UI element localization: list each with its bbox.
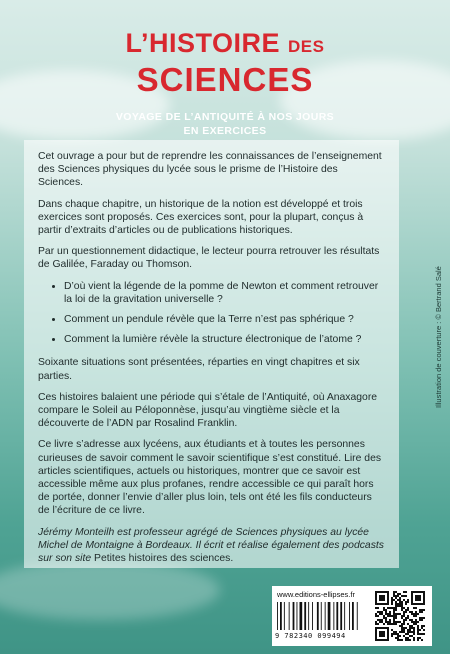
title-histoire: L’HISTOIRE (125, 28, 281, 58)
audience-paragraph: Ce livre s’adresse aux lycéens, aux étudiants et à toutes les personnes curieuses de savoir comment le savoir scientifique s’est constitué. Lire des articles scientifiques, actuels ou historiques, montrer que ce savoir est accessible même aux plus profanes, rendre accessible ce qui paraît hors de portée, donner l’envie d’aller plus loin, tels ont été les fils conducteurs de l’écriture de ce livre. (38, 439, 382, 517)
isbn-number: 9 782340 099494 (275, 632, 346, 640)
question-item-lumiere: • Comment la lumière révèle la structure électronique de l’atome ? (64, 333, 385, 346)
subtitle (0, 110, 450, 138)
isbn-barcode (277, 602, 369, 630)
question-item-pendule: • Comment un pendule révèle que la Terre n’est pas sphérique ? (64, 313, 385, 326)
chapters-paragraph: Dans chaque chapitre, un historique de la notion est développé et trois exercices sont proposés. Ces exercices sont, pour la plupart, conçus à partir d’extraits d’articles ou de publications historiques. (38, 198, 364, 237)
subtitle-line2: EN EXERCICES (183, 125, 267, 137)
title-line1 (0, 28, 450, 62)
illustration-credit: Illustration de couverture : © Bertrand Salé (434, 266, 443, 408)
situations-paragraph: Soixante situations sont présentées, réparties en vingt chapitres et six parties. (38, 357, 360, 382)
question-list (38, 280, 385, 347)
subtitle-line1: VOYAGE DE L’ANTIQUITÉ À NOS JOURS (115, 111, 335, 123)
intro-paragraph: Cet ouvrage a pour but de reprendre les connaissances de l’enseignement des Sciences physiques du lycée sous le prisme de l’Histoire des Sciences. (38, 151, 382, 189)
question-item-newton: • D’où vient la légende de la pomme de Newton et comment retrouver la loi de la gravitation universelle ? (64, 280, 385, 306)
title-sciences: SCIENCES (136, 61, 314, 98)
title-block (0, 28, 450, 138)
cloud-3 (0, 560, 220, 620)
publisher-url: www.editions-ellipses.fr (277, 590, 355, 599)
title-des: DES (288, 37, 325, 56)
author-bio (38, 526, 385, 566)
barcode-box (272, 586, 432, 646)
didactic-paragraph: Par un questionnement didactique, le lecteur pourra retrouver les résultats de Galilée, Faraday ou Thomson. (38, 246, 380, 271)
period-paragraph: Ces histoires balaient une période qui s’étale de l’Antiquité, où Anaxagore compare le Soleil au Péloponnèse, jusqu’au vingtième siècle et la découverte de l’ADN par Rosalind Franklin. (38, 391, 378, 430)
author-site: Petites histoires des sciences. (94, 553, 234, 565)
author-bio-text: Jérémy Monteilh est professeur agrégé de Sciences physiques au lycée Michel de Montaigne à Bordeaux. Il écrit et réalise également des podcasts sur son site (38, 526, 384, 565)
qr-code (375, 591, 425, 641)
back-cover-text-panel (24, 140, 399, 568)
